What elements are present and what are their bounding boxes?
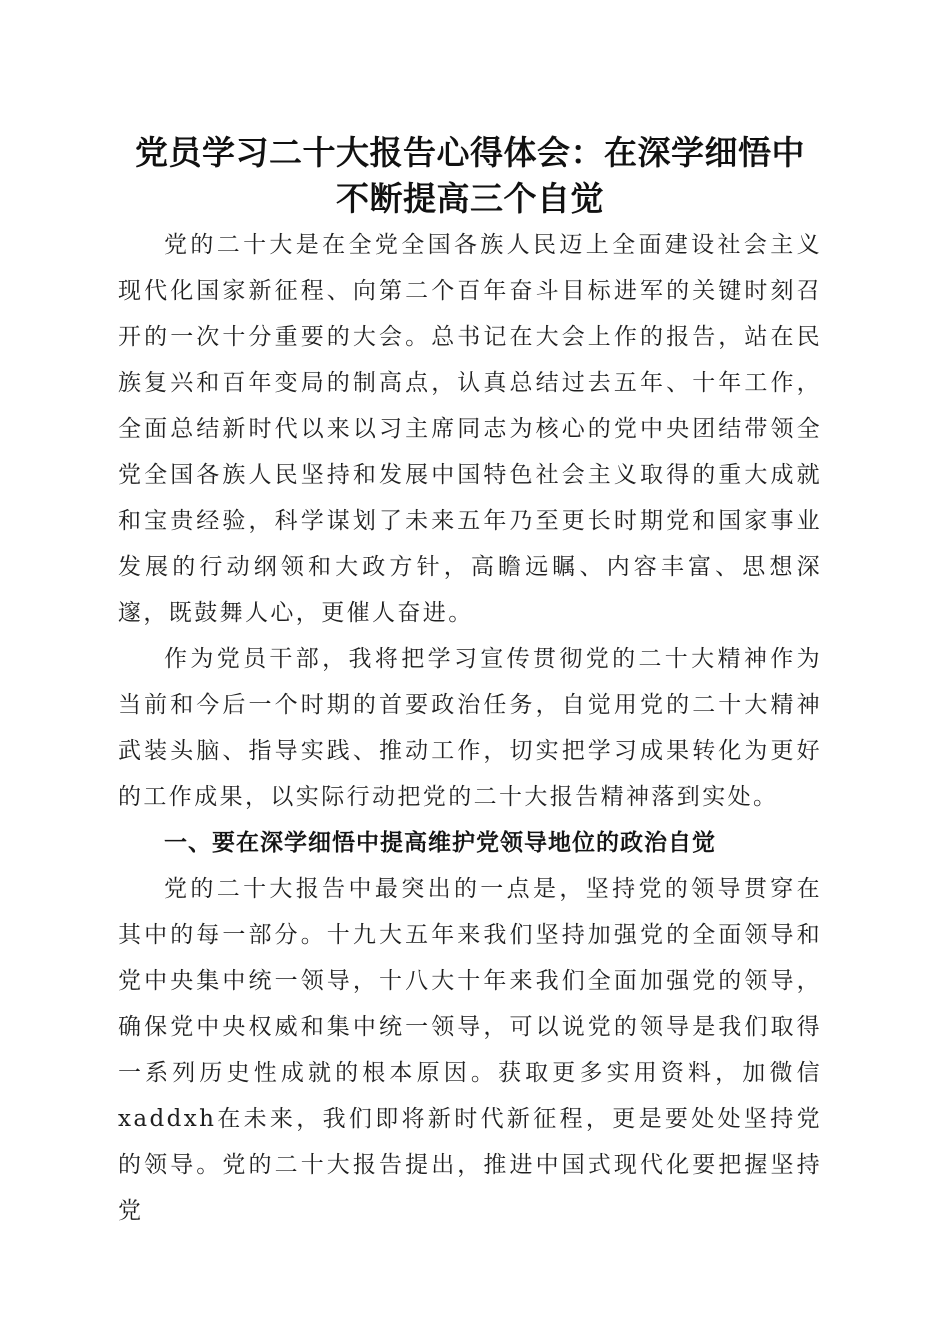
section-1-paragraph: 党的二十大报告中最突出的一点是，坚持党的领导贯穿在其中的每一部分。十九大五年来我们坚持加强党的全面领导和党中央集中统一领导，十八大十年来我们全面加强党的领导，确保党中央权威和集中统一领导，可以说党的领导是我们取得一系列历史性成就的根本原因。获取更多实用资料，加微信xaddxh在未来，我们即将新时代新征程，更是要处处坚持党的领导。党的二十大报告提出，推进中国式现代化要把握坚持党 [118, 876, 822, 1224]
commitment-paragraph: 作为党员干部，我将把学习宣传贯彻党的二十大精神作为当前和今后一个时期的首要政治任务，自觉用党的二十大精神武装头脑、指导实践、推动工作，切实把学习成果转化为更好的工作成果，以实际行动把党的二十大报告精神落到实处。 [118, 646, 822, 810]
section-1-heading: 一、要在深学细悟中提高维护党领导地位的政治自觉 [164, 830, 716, 856]
title-line-1: 党员学习二十大报告心得体会：在深学细悟中 [135, 133, 805, 172]
document-title [118, 130, 822, 222]
document-page [118, 130, 822, 1234]
title-line-2: 不断提高三个自觉 [336, 179, 604, 218]
intro-paragraph: 党的二十大是在全党全国各族人民迈上全面建设社会主义现代化国家新征程、向第二个百年奋斗目标进军的关键时刻召开的一次十分重要的大会。总书记在大会上作的报告，站在民族复兴和百年变局的制高点，认真总结过去五年、十年工作，全面总结新时代以来以习主席同志为核心的党中央团结带领全党全国各族人民坚持和发展中国特色社会主义取得的重大成就和宝贵经验，科学谋划了未来五年乃至更长时期党和国家事业发展的行动纲领和大政方针，高瞻远瞩、内容丰富、思想深邃，既鼓舞人心，更催人奋进。 [118, 232, 822, 626]
